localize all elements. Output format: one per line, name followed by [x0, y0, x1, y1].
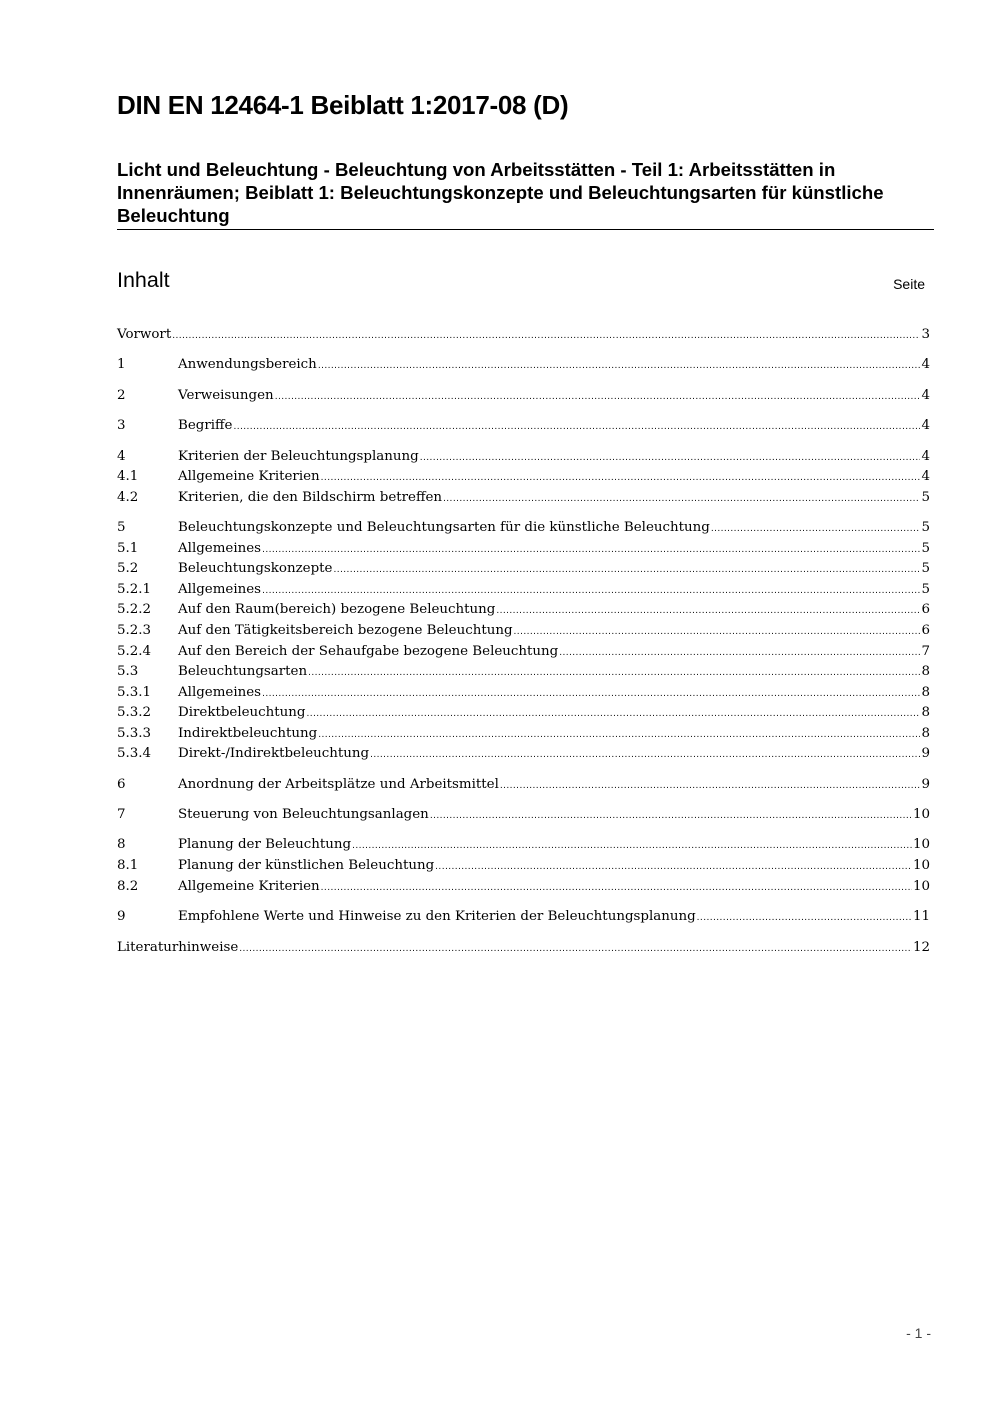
toc-entry-page: 9: [921, 777, 930, 792]
toc-entry-title: Begriffe: [178, 418, 233, 433]
toc-entry-number: 8.1: [117, 858, 139, 873]
toc-entry[interactable]: [117, 447, 930, 467]
toc-dot-leader: [514, 622, 921, 642]
toc-entry[interactable]: [117, 683, 930, 703]
toc-dot-leader: [275, 387, 921, 407]
toc-entry-number: 2: [117, 388, 126, 403]
toc-entry-title: Direkt-/Indirektbeleuchtung: [178, 746, 370, 761]
toc-entry-title: Beleuchtungskonzepte: [178, 561, 333, 576]
toc-entry-page: 5: [921, 541, 930, 556]
toc-dot-leader: [435, 857, 912, 877]
toc-entry[interactable]: [117, 355, 930, 375]
toc-entry-number: 4.1: [117, 469, 139, 484]
toc-entry[interactable]: [117, 580, 930, 600]
toc-entry-page: 12: [912, 940, 930, 955]
toc-entry-title: Literaturhinweise: [117, 940, 239, 955]
toc-entry-page: 5: [921, 490, 930, 505]
toc-entry-title: Allgemeine Kriterien: [178, 879, 320, 894]
toc-entry-number: 5.3.2: [117, 705, 152, 720]
toc-entry-page: 4: [921, 469, 930, 484]
toc-entry-number: 5: [117, 520, 126, 535]
toc-entry-title: Direktbeleuchtung: [178, 705, 306, 720]
toc-dot-leader: [318, 725, 920, 745]
toc-dot-leader: [321, 468, 921, 488]
toc-entry[interactable]: [117, 662, 930, 682]
toc-entry-page: 4: [921, 357, 930, 372]
toc-entry[interactable]: [117, 559, 930, 579]
toc-entry[interactable]: [117, 467, 930, 487]
toc-dot-leader: [370, 745, 920, 765]
toc-dot-leader: [262, 581, 920, 601]
toc-dot-leader: [233, 417, 920, 437]
toc-entry[interactable]: [117, 907, 930, 927]
toc-entry[interactable]: [117, 724, 930, 744]
toc-entry[interactable]: [117, 938, 930, 958]
toc-entry[interactable]: [117, 744, 930, 764]
toc-entry-number: 4: [117, 449, 126, 464]
toc-entry-number: 5.2.2: [117, 602, 152, 617]
toc-entry[interactable]: [117, 877, 930, 897]
toc-entry-title: Indirektbeleuchtung: [178, 726, 318, 741]
toc-heading: Inhalt: [117, 268, 170, 292]
toc-entry-page: 3: [921, 327, 930, 342]
toc-entry-title: Auf den Bereich der Sehaufgabe bezogene Beleuchtung: [178, 644, 559, 659]
toc-entry[interactable]: [117, 703, 930, 723]
toc-entry-number: 8.2: [117, 879, 139, 894]
title-divider: [117, 229, 934, 230]
toc-entry-number: 5.3.1: [117, 685, 152, 700]
toc-entry-page: 8: [921, 664, 930, 679]
toc-entry-number: 5.2.4: [117, 644, 152, 659]
toc-dot-leader: [352, 836, 912, 856]
toc-entry-title: Allgemeines: [178, 582, 262, 597]
toc-entry-page: 10: [912, 837, 930, 852]
toc-entry[interactable]: [117, 539, 930, 559]
toc-dot-leader: [559, 643, 920, 663]
toc-entry-page: 4: [921, 388, 930, 403]
toc-entry-number: 8: [117, 837, 126, 852]
toc-dot-leader: [496, 601, 920, 621]
toc-entry-title: Kriterien, die den Bildschirm betreffen: [178, 490, 443, 505]
toc-dot-leader: [318, 356, 921, 376]
toc-entry-page: 5: [921, 582, 930, 597]
toc-entry-page: 10: [912, 807, 930, 822]
toc-entry-page: 6: [921, 623, 930, 638]
toc-entry-page: 8: [921, 685, 930, 700]
toc-dot-leader: [500, 776, 921, 796]
toc-entry-page: 8: [921, 726, 930, 741]
toc-entry[interactable]: [117, 416, 930, 436]
toc-entry[interactable]: [117, 488, 930, 508]
toc-entry-number: 5.3.4: [117, 746, 152, 761]
toc-dot-leader: [420, 448, 921, 468]
toc-entry-number: 1: [117, 357, 126, 372]
toc-entry-page: 6: [921, 602, 930, 617]
toc-dot-leader: [321, 878, 912, 898]
toc-entry-title: Beleuchtungskonzepte und Beleuchtungsarten für die künstliche Beleuchtung: [178, 520, 710, 535]
toc-entry-page: 9: [921, 746, 930, 761]
toc-dot-leader: [443, 489, 920, 509]
toc-entry-page: 4: [921, 418, 930, 433]
page-number: - 1 -: [906, 1325, 931, 1341]
toc-entry[interactable]: [117, 856, 930, 876]
toc-entry-page: 7: [921, 644, 930, 659]
toc-entry[interactable]: [117, 325, 930, 345]
toc-entry-number: 7: [117, 807, 126, 822]
toc-entry-title: Vorwort: [117, 327, 172, 342]
toc-page-label: Seite: [893, 276, 925, 292]
toc-dot-leader: [430, 806, 912, 826]
toc-entry[interactable]: [117, 835, 930, 855]
document-title: DIN EN 12464-1 Beiblatt 1:2017-08 (D): [117, 90, 569, 120]
toc-dot-leader: [308, 663, 920, 683]
toc-entry-title: Beleuchtungsarten: [178, 664, 308, 679]
toc-dot-leader: [697, 908, 912, 928]
toc-entry-title: Allgemeine Kriterien: [178, 469, 320, 484]
toc-entry[interactable]: [117, 642, 930, 662]
document-subtitle: Licht und Beleuchtung - Beleuchtung von Arbeitsstätten - Teil 1: Arbeitsstätten in Innenräumen; Beiblatt 1: Beleuchtungskonzepte und Beleuchtungsarten für künstliche Beleuchtung: [117, 159, 884, 226]
toc-entry-title: Anordnung der Arbeitsplätze und Arbeitsmittel: [178, 777, 499, 792]
toc-dot-leader: [262, 684, 920, 704]
toc-entry[interactable]: [117, 600, 930, 620]
toc-entry-number: 5.2.3: [117, 623, 152, 638]
toc-entry-title: Steuerung von Beleuchtungsanlagen: [178, 807, 429, 822]
toc-entry-number: 5.3.3: [117, 726, 152, 741]
toc-entry-title: Allgemeines: [178, 541, 262, 556]
toc-entry-page: 10: [912, 879, 930, 894]
toc-entry[interactable]: [117, 518, 930, 538]
toc-dot-leader: [172, 326, 920, 346]
toc-entry-number: 5.2.1: [117, 582, 152, 597]
toc-entry[interactable]: [117, 805, 930, 825]
toc-entry-page: 5: [921, 561, 930, 576]
toc-entry-number: 6: [117, 777, 126, 792]
toc-entry-number: 5.3: [117, 664, 139, 679]
toc-entry-page: 10: [912, 858, 930, 873]
toc-entry-number: 5.1: [117, 541, 139, 556]
toc-entry-number: 9: [117, 909, 126, 924]
toc-entry-title: Planung der Beleuchtung: [178, 837, 352, 852]
toc-entry-page: 5: [921, 520, 930, 535]
toc-entry-title: Planung der künstlichen Beleuchtung: [178, 858, 435, 873]
toc-dot-leader: [239, 939, 912, 959]
toc-dot-leader: [711, 519, 921, 539]
toc-dot-leader: [307, 704, 921, 724]
toc-entry-number: 4.2: [117, 490, 139, 505]
toc-entry-title: Allgemeines: [178, 685, 262, 700]
toc-entry-page: 11: [912, 909, 930, 924]
toc-entry-page: 8: [921, 705, 930, 720]
toc-entry-title: Anwendungsbereich: [178, 357, 317, 372]
toc-dot-leader: [262, 540, 920, 560]
toc-entry[interactable]: [117, 775, 930, 795]
toc-entry-number: 3: [117, 418, 126, 433]
toc-entry-title: Empfohlene Werte und Hinweise zu den Kriterien der Beleuchtungsplanung: [178, 909, 696, 924]
toc-dot-leader: [333, 560, 920, 580]
toc-entry[interactable]: [117, 386, 930, 406]
toc-entry-page: 4: [921, 449, 930, 464]
toc-entry-title: Kriterien der Beleuchtungsplanung: [178, 449, 419, 464]
toc-entry[interactable]: [117, 621, 930, 641]
toc-entry-title: Auf den Tätigkeitsbereich bezogene Beleuchtung: [178, 623, 513, 638]
toc-entry-title: Auf den Raum(bereich) bezogene Beleuchtung: [178, 602, 496, 617]
toc-entry-title: Verweisungen: [178, 388, 274, 403]
toc-entry-number: 5.2: [117, 561, 139, 576]
